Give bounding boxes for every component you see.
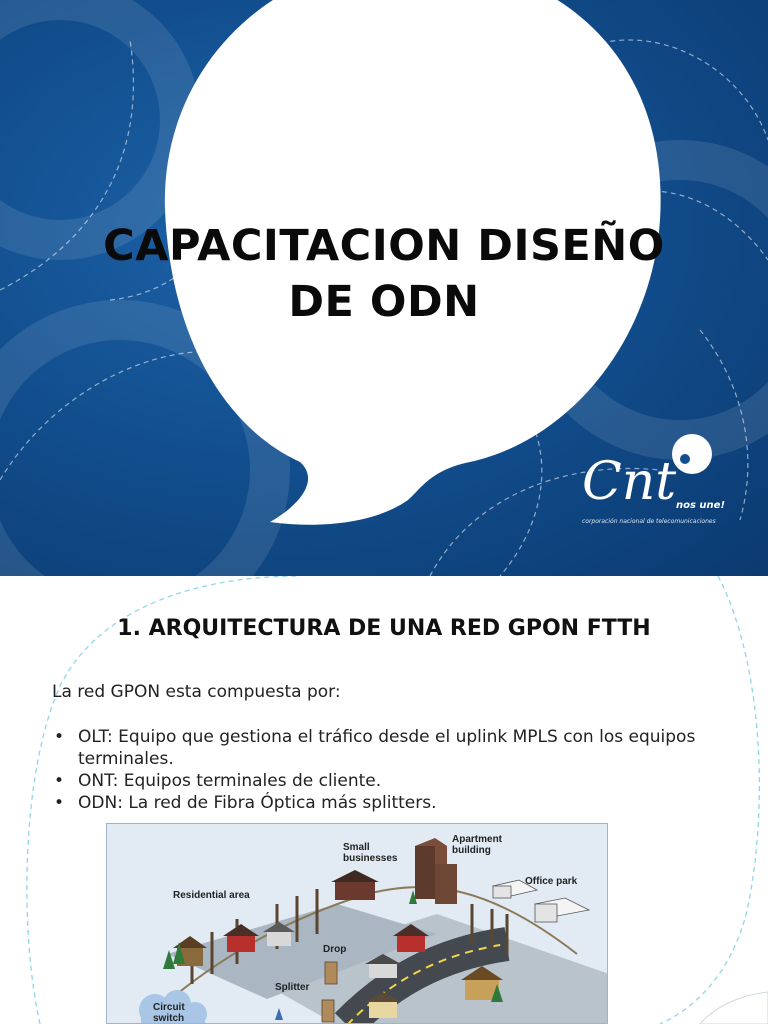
section-heading: 1. ARQUITECTURA DE UNA RED GPON FTTH [117, 616, 651, 641]
logo-dot-icon [672, 434, 712, 474]
label-circuit-switch: Circuit switch [153, 1002, 185, 1024]
slide-title-line-2: DE ODN [288, 277, 480, 327]
intro-text: La red GPON esta compuesta por: [52, 682, 341, 702]
logo-slogan: nos une! [676, 500, 726, 511]
slide-title [0, 218, 768, 330]
logo-wordmark: Cnt [582, 452, 677, 512]
component-list [52, 726, 732, 814]
label-small-businesses: Small businesses [343, 842, 398, 864]
list-item: • ODN: La red de Fibra Óptica más splitters. [52, 792, 732, 814]
label-drop: Drop [323, 944, 347, 955]
label-office-park: Office park [525, 876, 578, 887]
content-slide [0, 576, 768, 1024]
list-item: • OLT: Equipo que gestiona el tráfico desde el uplink MPLS con los equipos terminales. [52, 726, 732, 770]
gpon-network-illustration [106, 823, 608, 1024]
label-splitter: Splitter [275, 982, 310, 993]
cnt-logo [580, 430, 750, 540]
label-apartment-building: Apartment building [452, 834, 503, 856]
slide-title-line-1: CAPACITACION DISEÑO [103, 221, 665, 271]
list-item: • ONT: Equipos terminales de cliente. [52, 770, 732, 792]
logo-subtitle: corporación nacional de telecomunicaciones [582, 518, 716, 525]
label-residential-area: Residential area [173, 890, 250, 901]
